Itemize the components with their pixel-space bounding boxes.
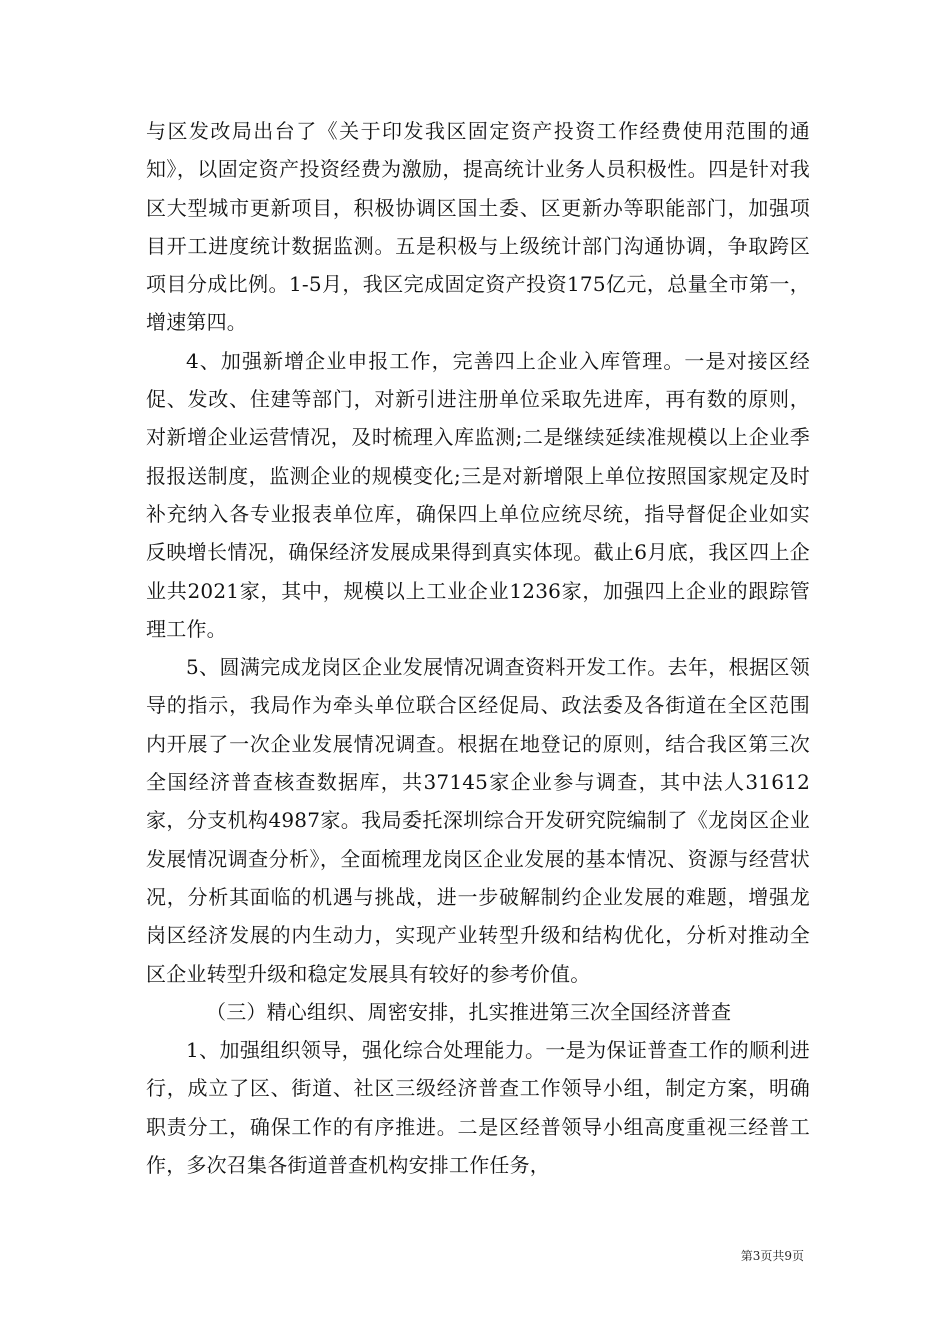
document-body xyxy=(146,112,810,1184)
paragraph-item-1: 1、加强组织领导，强化综合处理能力。一是为保证普查工作的顺利进行，成立了区、街道、社区三级经济普查工作领导小组，制定方案，明确职责分工，确保工作的有序推进。二是区经普领导小组高度重视三经普工作，多次召集各街道普查机构安排工作任务， xyxy=(146,1038,810,1178)
page-number: 第3页共9页 xyxy=(740,1249,804,1263)
section-heading: （三）精心组织、周密安排，扎实推进第三次全国经济普查 xyxy=(206,999,732,1024)
paragraph-continuation: 与区发改局出台了《关于印发我区固定资产投资工作经费使用范围的通知》，以固定资产投资经费为激励，提高统计业务人员积极性。四是针对我区大型城市更新项目，积极协调区国土委、区更新办等职能部门，加强项目开工进度统计数据监测。五是积极与上级统计部门沟通协调，争取跨区项目分成比例。1-5月，我区完成固定资产投资175亿元，总量全市第一，增速第四。 xyxy=(146,119,810,335)
paragraph-item-4: 4、加强新增企业申报工作，完善四上企业入库管理。一是对接区经促、发改、住建等部门，对新引进注册单位采取先进库，再有数的原则，对新增企业运营情况，及时梳理入库监测;二是继续延续准规模以上企业季报报送制度，监测企业的规模变化;三是对新增限上单位按照国家规定及时补充纳入各专业报表单位库，确保四上单位应统尽统，指导督促企业如实反映增长情况，确保经济发展成果得到真实体现。截止6月底，我区四上企业共2021家，其中，规模以上工业企业1236家，加强四上企业的跟踪管理工作。 xyxy=(146,348,810,641)
paragraph-item-5: 5、圆满完成龙岗区企业发展情况调查资料开发工作。去年，根据区领导的指示，我局作为牵头单位联合区经促局、政法委及各街道在全区范围内开展了一次企业发展情况调查。根据在地登记的原则，结合我区第三次全国经济普查核查数据库，共37145家企业参与调查，其中法人31612家，分支机构4987家。我局委托深圳综合开发研究院编制了《龙岗区企业发展情况调查分析》，全面梳理龙岗区企业发展的基本情况、资源与经营状况，分析其面临的机遇与挑战，进一步破解制约企业发展的难题，增强龙岗区经济发展的内生动力，实现产业转型升级和结构优化，分析对推动全区企业转型升级和稳定发展具有较好的参考价值。 xyxy=(146,655,810,986)
